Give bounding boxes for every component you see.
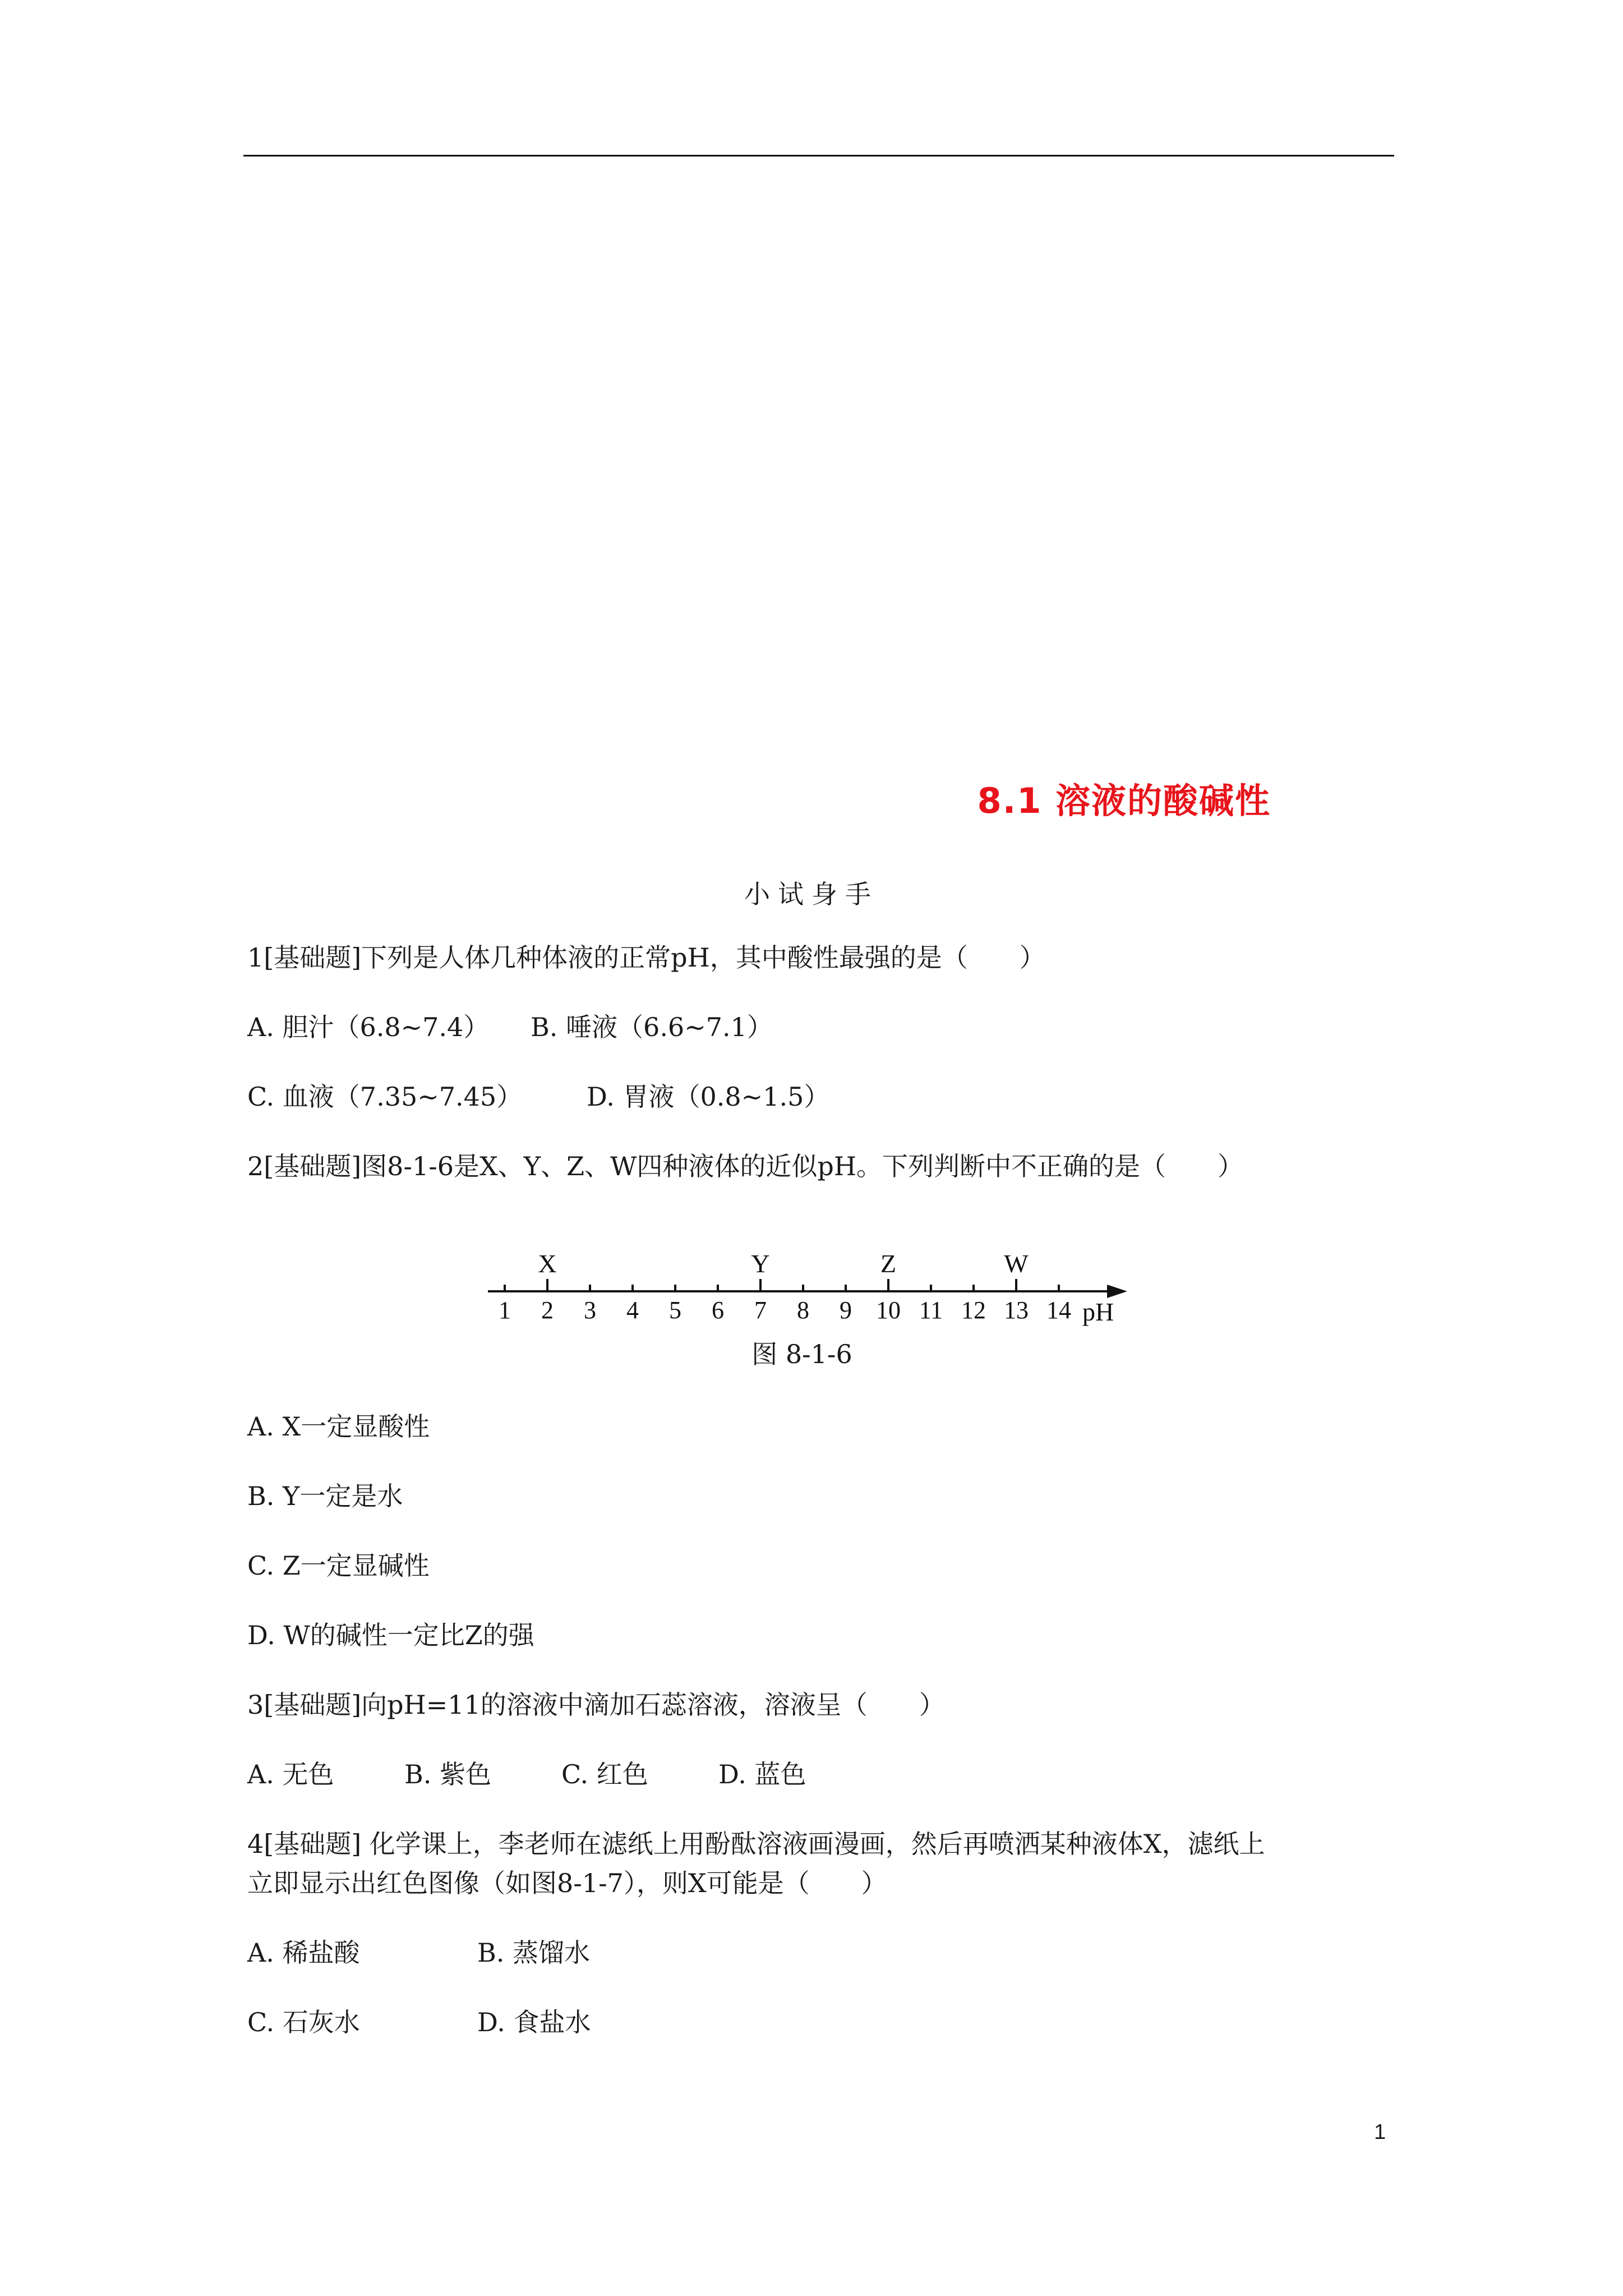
q1-option-a: A. 胆汁（6.8~7.4） [247, 1012, 490, 1042]
q3-option-d: D. 蓝色 [718, 1759, 806, 1789]
ph-tick-label: 14 [1046, 1296, 1071, 1324]
ph-tick-label: 1 [499, 1296, 511, 1324]
q1-options-row1 [247, 1012, 773, 1043]
ph-tick-label: 5 [669, 1296, 681, 1324]
ph-marker-label: X [538, 1249, 557, 1278]
q4-options-row1 [247, 1938, 590, 1968]
q2-option-d: D. W的碱性一定比Z的强 [247, 1620, 534, 1650]
ph-scale-figure [488, 1240, 1138, 1369]
q3-stem: 3[基础题]向pH=11的溶液中滴加石蕊溶液，溶液呈（ ） [247, 1690, 945, 1720]
page-number: 1 [1374, 2120, 1386, 2144]
q3-option-a: A. 无色 [247, 1759, 334, 1789]
ph-tick-label: 11 [919, 1296, 943, 1324]
q1-stem: 1[基础题]下列是人体几种体液的正常pH，其中酸性最强的是（ ） [247, 942, 1045, 973]
ph-tick-label: 3 [584, 1296, 596, 1324]
ph-marker-label: W [1004, 1249, 1029, 1278]
q4-option-c: C. 石灰水 [247, 2007, 360, 2037]
ph-scale-diagram [488, 1240, 1138, 1335]
q4-options-row2 [247, 2007, 591, 2038]
ph-tick-label: 7 [754, 1296, 767, 1324]
ph-tick-label: 8 [797, 1296, 809, 1324]
q2-option-a: A. X一定显酸性 [247, 1411, 430, 1442]
ph-tick-label: 2 [541, 1296, 554, 1324]
ph-tick-label: 9 [840, 1296, 852, 1324]
q4-option-d: D. 食盐水 [477, 2007, 591, 2037]
q4-stem-line2: 立即显示出红色图像（如图8-1-7），则X可能是（ ） [247, 1868, 887, 1898]
ph-tick-label: 6 [712, 1296, 724, 1324]
q1-option-b: B. 唾液（6.6~7.1） [531, 1012, 773, 1042]
ph-tick-label: 10 [876, 1296, 901, 1324]
q2-stem: 2[基础题]图8-1-6是X、Y、Z、W四种液体的近似pH。下列判断中不正确的是（ ） [247, 1151, 1243, 1181]
ph-marker-label: Y [751, 1249, 770, 1278]
section-heading: 小试身手 [744, 879, 879, 909]
ph-tick-label: 4 [626, 1296, 639, 1324]
q3-option-c: C. 红色 [561, 1759, 648, 1789]
q4-stem-line1: 4[基础题] 化学课上，李老师在滤纸上用酚酞溶液画漫画，然后再喷洒某种液体X，滤纸上 [247, 1829, 1265, 1859]
header-rule [243, 155, 1394, 157]
ph-axis-arrow [1107, 1285, 1127, 1298]
q2-option-c: C. Z一定显碱性 [247, 1550, 430, 1581]
q3-option-b: B. 紫色 [404, 1759, 492, 1789]
ph-marker-label: Z [880, 1249, 897, 1278]
q2-option-b: B. Y一定是水 [247, 1481, 403, 1511]
lesson-title: 8.1 溶液的酸碱性 [977, 780, 1271, 821]
ph-tick-label: 12 [961, 1296, 986, 1324]
q1-options-row2 [247, 1082, 829, 1112]
q1-option-d: D. 胃液（0.8~1.5） [587, 1082, 830, 1112]
ph-axis-label: pH [1082, 1297, 1114, 1326]
q4-option-b: B. 蒸馏水 [477, 1938, 591, 1968]
q3-options-row [247, 1759, 806, 1790]
figure-caption: 图 8-1-6 [751, 1339, 852, 1369]
q1-option-c: C. 血液（7.35~7.45） [247, 1082, 523, 1112]
q4-option-a: A. 稀盐酸 [247, 1938, 360, 1968]
ph-tick-label: 13 [1004, 1296, 1029, 1324]
